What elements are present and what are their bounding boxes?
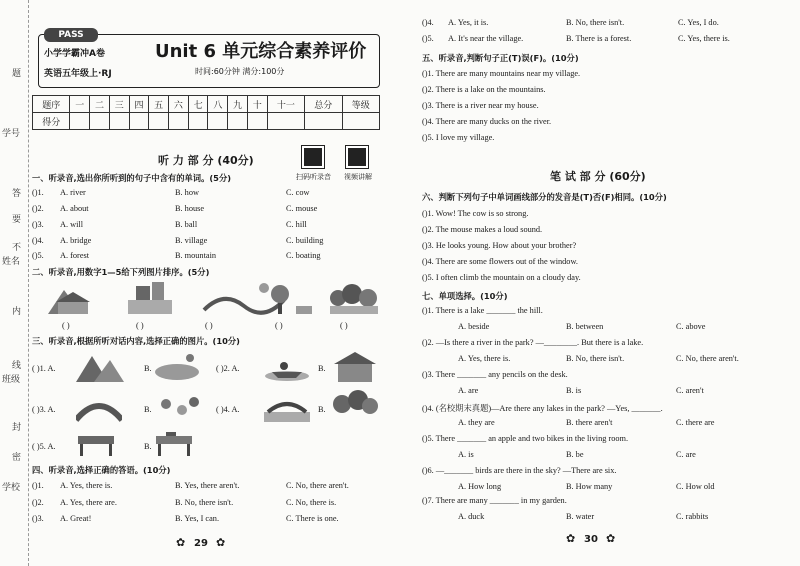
section-4-title: 四、听录音,选择正确的答语。(10分) (32, 465, 171, 475)
pronunciation-item: ()3. He looks young. How about your brother? (422, 241, 577, 250)
option-c: C. cow (286, 188, 310, 197)
option-b: B. between (566, 322, 604, 331)
picture-choice-label: ( )2. A. (216, 364, 240, 373)
qr-code-icon[interactable] (302, 146, 324, 168)
page-number: 30 (584, 534, 598, 545)
score-cell: 三 (109, 96, 129, 113)
question-number: ()1. (32, 481, 44, 490)
tf-item: ()5. I love my village. (422, 133, 495, 142)
score-cell: 题序 (33, 96, 70, 113)
village-picture (48, 290, 90, 314)
question-number: ()4. (32, 236, 44, 245)
score-cell: 七 (188, 96, 208, 113)
option-c: C. building (286, 236, 324, 245)
option-c: C. How old (676, 482, 715, 491)
option-b: B. water (566, 512, 595, 521)
question-number: ()4. (422, 18, 434, 27)
option-c: C. hill (286, 220, 307, 229)
score-input-cell[interactable] (247, 113, 267, 130)
picture-choice-label: ( )4. A. (216, 405, 240, 414)
mc-question: ()6. —_______ birds are there in the sky? —There are six. (422, 466, 617, 475)
option-b: B. mountain (175, 251, 217, 260)
section-2-title: 二、听录音,用数字1—5给下列图片排序。(5分) (32, 267, 210, 277)
option-b: B. There is a forest. (566, 34, 632, 43)
question-number: ()5. (422, 34, 434, 43)
brand-logo: PASS (44, 28, 98, 42)
tf-item: ()3. There is a river near my house. (422, 101, 539, 110)
gutter-label: 题 (12, 69, 22, 79)
score-cell: 二 (90, 96, 110, 113)
option-b: B. Yes, there aren't. (175, 481, 240, 490)
gutter-label: 学号 (2, 129, 21, 139)
right-page (400, 0, 800, 566)
option-c: C. mouse (286, 204, 318, 213)
option-b: B. No, there isn't. (566, 354, 625, 363)
option-a: A. Great! (60, 514, 92, 523)
tree-picture (271, 285, 312, 314)
option-b: B. be (566, 450, 584, 459)
mc-question: ()2. —Is there a river in the park? —________. But there is a lake. (422, 338, 644, 347)
score-cell: 八 (208, 96, 228, 113)
score-cell: 十一 (267, 96, 304, 113)
option-a: A. It's near the village. (448, 34, 524, 43)
score-input-cell[interactable] (90, 113, 110, 130)
option-a: A. forest (60, 251, 90, 260)
qr-caption: 视频讲解 (344, 173, 372, 181)
option-a: A. beside (458, 322, 490, 331)
pronunciation-item: ()4. There are some flowers out of the window. (422, 257, 578, 266)
option-a: A. duck (458, 512, 485, 521)
picture-choice-label: B. (318, 405, 326, 414)
option-c: C. No, there is. (286, 498, 337, 507)
score-cell: 五 (149, 96, 169, 113)
option-b: B. No, there isn't. (566, 18, 625, 27)
pronunciation-item: ()5. I often climb the mountain on a cloudy day. (422, 273, 581, 282)
score-cell: 六 (169, 96, 189, 113)
picture-choice-label: ( )5. A. (32, 442, 56, 451)
question-number: ()3. (32, 514, 44, 523)
section-2-pictures (44, 280, 384, 316)
tf-item: ()4. There are many ducks on the river. (422, 117, 552, 126)
option-c: C. No, there aren't. (286, 481, 349, 490)
option-c: C. There is one. (286, 514, 339, 523)
option-a: A. will (60, 220, 84, 229)
score-cell: 四 (129, 96, 149, 113)
picture-choice-label: ( )3. A. (32, 405, 56, 414)
order-blank[interactable]: ( ) (136, 321, 144, 330)
score-input-cell[interactable] (70, 113, 90, 130)
score-input-cell[interactable] (305, 113, 342, 130)
gutter-label: 密 (12, 453, 22, 463)
unit-title: Unit 6 单元综合素养评价 (155, 41, 367, 62)
sprout-icon: ✿ (606, 533, 616, 545)
option-c: C. Yes, there is. (678, 34, 730, 43)
boating-picture (264, 352, 310, 382)
option-a: A. they are (458, 418, 495, 427)
option-a: A. bridge (60, 236, 92, 245)
score-input-cell[interactable] (267, 113, 304, 130)
building-picture (128, 282, 172, 314)
mc-question: ()4. (名校期末真题)—Are there any lakes in the park? —Yes, _______. (422, 404, 663, 413)
time-info: 时间:60分钟 满分:100分 (195, 67, 285, 76)
sprout-icon: ✿ (566, 533, 576, 545)
score-cell: 等级 (342, 96, 380, 113)
option-a: A. is (458, 450, 474, 459)
score-cell: 十 (247, 96, 267, 113)
score-header-row (33, 96, 380, 113)
mc-question: ()1. There is a lake _______ the hill. (422, 306, 543, 315)
picture-choice-label: B. (318, 364, 326, 373)
trees-picture (332, 390, 378, 424)
score-input-cell[interactable] (169, 113, 189, 130)
mc-question: ()5. There _______ an apple and two bikes in the living room. (422, 434, 629, 443)
score-row-label: 得分 (33, 113, 70, 130)
option-b: B. village (175, 236, 208, 245)
option-a: A. Yes, it is. (448, 18, 489, 27)
gutter-label: 封 (12, 423, 22, 433)
house-picture (332, 350, 378, 384)
option-c: C. aren't (676, 386, 704, 395)
writing-title: 笔 试 部 分 (60分) (550, 170, 646, 183)
mc-question: ()3. There _______ any pencils on the desk. (422, 370, 568, 379)
option-b: B. how (175, 188, 199, 197)
score-cell: 一 (70, 96, 90, 113)
question-number: ()2. (32, 498, 44, 507)
flowers-picture (156, 392, 202, 422)
option-b: B. No, there isn't. (175, 498, 234, 507)
section-7-title: 七、单项选择。(10分) (422, 291, 508, 301)
option-b: B. house (175, 204, 205, 213)
series-name: 小学学霸冲A卷 (44, 49, 105, 59)
gutter-label: 答 (12, 189, 22, 199)
option-a: A. river (60, 188, 86, 197)
grade-label: 英语五年级上·RJ (44, 69, 112, 79)
option-a: A. about (60, 204, 89, 213)
option-a: A. are (458, 386, 479, 395)
option-b: B. is (566, 386, 582, 395)
score-input-cell[interactable] (228, 113, 248, 130)
section-3-title: 三、听录音,根据所听对话内容,选择正确的图片。(10分) (32, 336, 240, 346)
picture-choice-label: B. (144, 364, 152, 373)
option-c: C. rabbits (676, 512, 709, 521)
lake-picture (154, 352, 200, 382)
option-a: A. How long (458, 482, 502, 491)
mountains-picture (76, 352, 124, 382)
option-a: A. Yes, there are. (60, 498, 117, 507)
section-1-title: 一、听录音,选出你所听到的句子中含有的单词。(5分) (32, 173, 232, 183)
gutter-label: 学校 (2, 483, 21, 493)
bridge-picture (76, 392, 122, 422)
qr-caption: 扫码听录音 (296, 173, 331, 181)
qr-code-icon[interactable] (346, 146, 368, 168)
option-c: C. are (676, 450, 696, 459)
question-number: ()2. (32, 204, 44, 213)
question-number: ()1. (32, 188, 44, 197)
pronunciation-item: ()2. The mouse makes a loud sound. (422, 225, 543, 234)
question-number: ()3. (32, 220, 44, 229)
option-c: C. there are (676, 418, 715, 427)
sprout-icon: ✿ (176, 537, 186, 549)
score-cell: 总分 (305, 96, 342, 113)
score-input-cell[interactable] (208, 113, 228, 130)
gutter-label: 线 (12, 361, 22, 371)
table-picture (76, 432, 116, 458)
picture-choice-label: B. (144, 405, 152, 414)
gutter-label: 不 (12, 243, 22, 253)
score-value-row (33, 113, 380, 130)
forest-picture (330, 284, 378, 314)
option-b: B. there aren't (566, 418, 613, 427)
score-table (32, 95, 380, 130)
gutter-label: 内 (12, 307, 22, 317)
section-5-title: 五、听录音,判断句子正(T)误(F)。(10分) (422, 53, 579, 63)
score-input-cell[interactable] (342, 113, 380, 130)
gutter-label: 班级 (2, 375, 21, 385)
tf-item: ()2. There is a lake on the mountains. (422, 85, 546, 94)
binding-gutter (0, 0, 29, 566)
score-input-cell[interactable] (188, 113, 208, 130)
gutter-label: 要 (12, 215, 22, 225)
question-number: ()5. (32, 251, 44, 260)
order-blank[interactable]: ( ) (275, 321, 283, 330)
tf-item: ()1. There are many mountains near my village. (422, 69, 581, 78)
option-b: B. Yes, I can. (175, 514, 220, 523)
desk-picture (154, 430, 194, 458)
picture-choice-label: B. (144, 442, 152, 451)
option-a: A. Yes, there is. (458, 354, 511, 363)
pronunciation-item: ()1. Wow! The cow is so strong. (422, 209, 529, 218)
score-input-cell[interactable] (149, 113, 169, 130)
order-blank[interactable]: ( ) (205, 321, 213, 330)
order-blank[interactable]: ( ) (340, 321, 348, 330)
picture-choice-label: ( )1. A. (32, 364, 56, 373)
page-number: 29 (194, 538, 208, 549)
mc-question: ()7. There are many _______ in my garden. (422, 496, 567, 505)
listening-title: 听 力 部 分 (40分) (158, 154, 254, 167)
option-c: C. boating (286, 251, 321, 260)
sprout-icon: ✿ (216, 537, 226, 549)
score-cell: 九 (228, 96, 248, 113)
option-b: B. How many (566, 482, 613, 491)
order-blank[interactable]: ( ) (62, 321, 70, 330)
score-input-cell[interactable] (109, 113, 129, 130)
option-c: C. No, there aren't. (676, 354, 739, 363)
option-b: B. ball (175, 220, 198, 229)
section-6-title: 六、判断下列句子中单词画线部分的发音是(T)否(F)相同。(10分) (422, 192, 667, 202)
option-c: C. Yes, I do. (678, 18, 719, 27)
option-a: A. Yes, there is. (60, 481, 113, 490)
score-input-cell[interactable] (129, 113, 149, 130)
option-c: C. above (676, 322, 706, 331)
gutter-label: 姓名 (2, 257, 21, 267)
river-bridge-picture (264, 392, 310, 422)
